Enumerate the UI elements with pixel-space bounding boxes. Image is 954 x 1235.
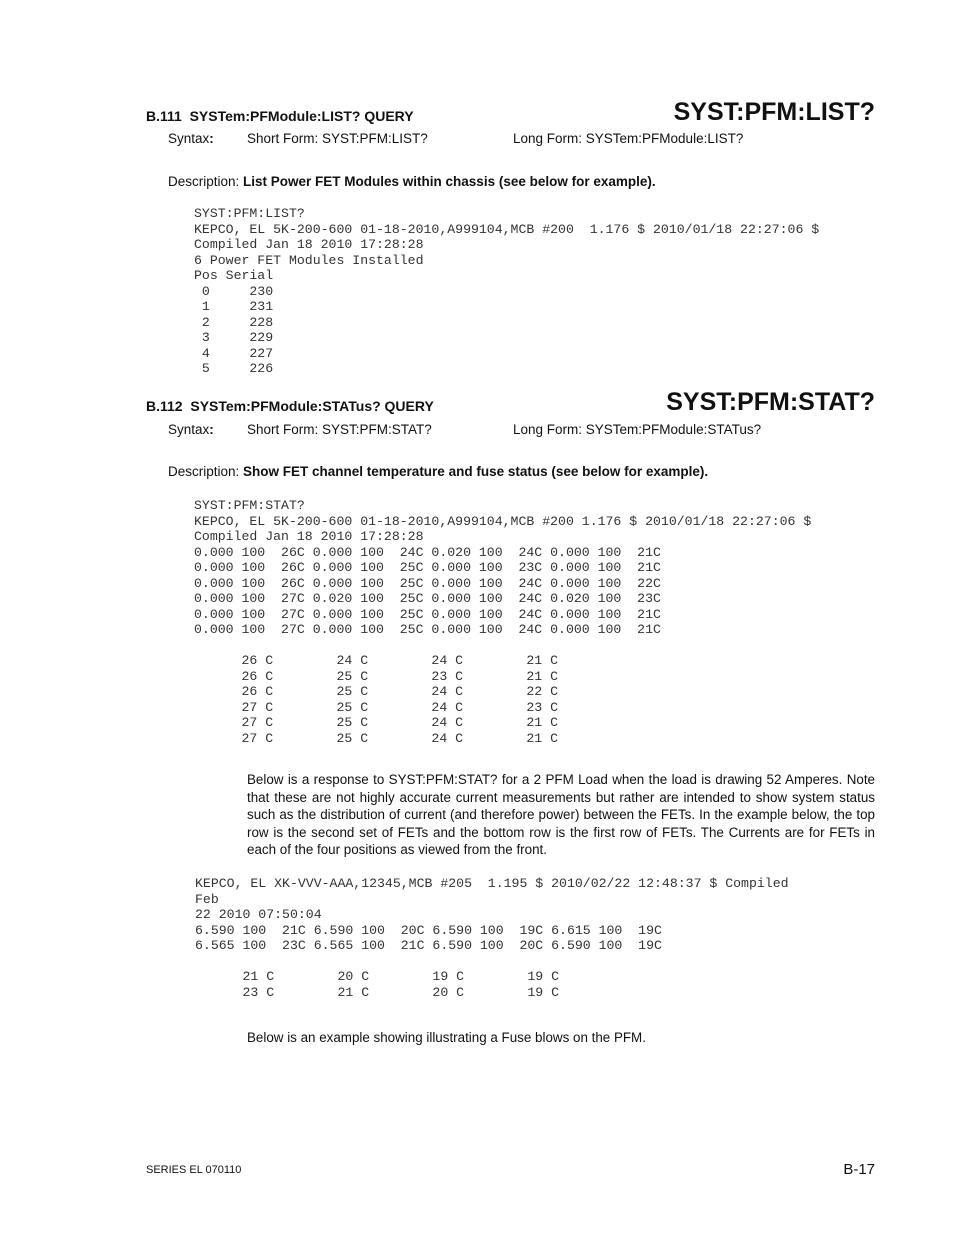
code-line: Feb — [195, 891, 219, 907]
code-line: 23 C 21 C 20 C 19 C — [195, 984, 560, 1000]
command-title-stat: SYST:PFM:STAT? — [666, 388, 875, 416]
fuse-example-paragraph: Below is an example showing illustrating a Fuse blows on the PFM. — [247, 1030, 646, 1045]
code-line: 1 231 — [194, 299, 274, 314]
code-line: 0.000 100 27C 0.000 100 25C 0.000 100 24C 0.000 100 21C — [194, 606, 661, 622]
syntax-label: Syntax: — [168, 422, 214, 437]
code-line: 6 Power FET Modules Installed — [194, 252, 424, 268]
footer-series: SERIES EL 070110 — [146, 1164, 242, 1176]
code-line: KEPCO, EL 5K-200-600 01-18-2010,A999104,MCB #200 1.176 $ 2010/01/18 22:27:06 $ — [194, 513, 812, 529]
code-line: 26 C 24 C 24 C 21 C — [194, 653, 559, 668]
page-number: B-17 — [843, 1161, 875, 1178]
section-heading-b112: B.112 SYSTem:PFModule:STATus? QUERY — [146, 398, 434, 414]
code-block-example — [195, 876, 789, 1000]
code-line: 0 230 — [194, 283, 274, 299]
code-line: KEPCO, EL XK-VVV-AAA,12345,MCB #205 1.195 $ 2010/02/22 12:48:37 $ Compiled — [195, 876, 789, 891]
code-line: 3 229 — [194, 330, 274, 345]
code-line: 21 C 20 C 19 C 19 C — [195, 969, 560, 984]
description: Description: Show FET channel temperature and fuse status (see below for example). — [168, 464, 709, 479]
long-form: Long Form: SYSTem:PFModule:STATus? — [513, 422, 762, 437]
section-heading-b111: B.111 SYSTem:PFModule:LIST? QUERY — [146, 108, 414, 124]
code-line: 26 C 25 C 23 C 21 C — [194, 668, 559, 684]
code-line: 27 C 25 C 24 C 23 C — [194, 699, 559, 715]
code-line: 22 2010 07:50:04 — [195, 907, 322, 922]
explanation-paragraph: Below is a response to SYST:PFM:STAT? for a 2 PFM Load when the load is drawing 52 Amperes. Note that these are not highly accurate current measurements but rather are intended to show system status such as the distribution of current (and therefore power) between the FETs. In the example below, the top row is the second set of FETs and the bottom row is the first row of FETs. The Currents are for FETs in each of the four positions as viewed from the front. — [247, 772, 875, 857]
code-line: Compiled Jan 18 2010 17:28:28 — [194, 529, 424, 544]
command-title-list: SYST:PFM:LIST? — [673, 98, 875, 126]
code-line: 0.000 100 26C 0.000 100 25C 0.000 100 24C 0.000 100 22C — [194, 575, 661, 591]
code-block-list — [194, 206, 819, 377]
code-line: 26 C 25 C 24 C 22 C — [194, 684, 559, 699]
code-line: 5 226 — [194, 361, 274, 376]
code-line: 4 227 — [194, 345, 274, 361]
code-line: Compiled Jan 18 2010 17:28:28 — [194, 237, 424, 252]
code-line: 0.000 100 26C 0.000 100 25C 0.000 100 23C 0.000 100 21C — [194, 560, 661, 575]
long-form: Long Form: SYSTem:PFModule:LIST? — [513, 131, 744, 146]
syntax-label: Syntax: — [168, 131, 214, 146]
short-form: Short Form: SYST:PFM:STAT? — [247, 422, 432, 437]
code-line: SYST:PFM:LIST? — [194, 206, 305, 221]
description: Description: List Power FET Modules within chassis (see below for example). — [168, 174, 656, 189]
code-line: 2 228 — [194, 314, 274, 330]
code-line: Pos Serial — [194, 268, 274, 283]
code-line: SYST:PFM:STAT? — [194, 498, 305, 513]
code-line: 6.565 100 23C 6.565 100 21C 6.590 100 20C 6.590 100 19C — [195, 938, 662, 953]
code-line: 6.590 100 21C 6.590 100 20C 6.590 100 19C 6.615 100 19C — [195, 922, 662, 938]
code-line: 0.000 100 27C 0.000 100 25C 0.000 100 24C 0.000 100 21C — [194, 622, 661, 637]
code-line: 0.000 100 26C 0.000 100 24C 0.020 100 24C 0.000 100 21C — [194, 544, 661, 560]
code-line: 27 C 25 C 24 C 21 C — [194, 715, 559, 730]
short-form: Short Form: SYST:PFM:LIST? — [247, 131, 428, 146]
code-line: KEPCO, EL 5K-200-600 01-18-2010,A999104,MCB #200 1.176 $ 2010/01/18 22:27:06 $ — [194, 221, 820, 237]
code-line: 27 C 25 C 24 C 21 C — [194, 730, 559, 746]
code-block-stat — [194, 498, 811, 746]
code-line: 0.000 100 27C 0.020 100 25C 0.000 100 24C 0.020 100 23C — [194, 591, 661, 606]
